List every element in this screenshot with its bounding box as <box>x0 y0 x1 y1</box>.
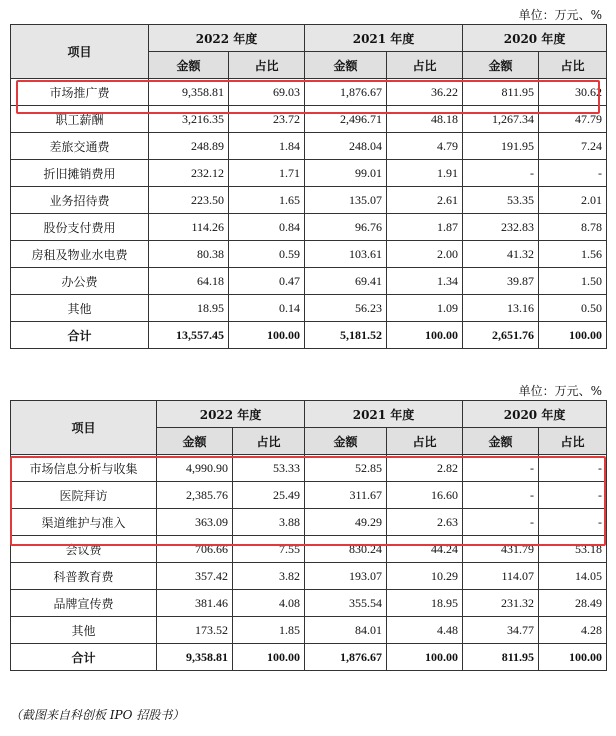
amount-cell: 381.46 <box>157 590 233 617</box>
total-row <box>11 644 607 671</box>
source-caption: （截图来自科创板 IPO 招股书） <box>10 708 185 722</box>
amount-cell: 706.66 <box>157 536 233 563</box>
amount-cell: 114.07 <box>463 563 539 590</box>
row-label: 品牌宣传费 <box>11 590 157 617</box>
ratio-cell: 8.78 <box>539 214 607 241</box>
header-year-2021: 2021 年度 <box>305 25 463 52</box>
amount-cell: 1,267.34 <box>463 106 539 133</box>
ratio-cell: 7.55 <box>233 536 305 563</box>
amount-cell: 64.18 <box>149 268 229 295</box>
ratio-cell: - <box>539 160 607 187</box>
amount-cell: 830.24 <box>305 536 387 563</box>
header-ratio: 占比 <box>229 52 305 79</box>
row-label: 合计 <box>11 644 157 671</box>
amount-cell: 248.04 <box>305 133 387 160</box>
ratio-cell: 48.18 <box>387 106 463 133</box>
amount-cell: 2,651.76 <box>463 322 539 349</box>
ratio-cell: 10.29 <box>387 563 463 590</box>
table-row <box>11 509 607 536</box>
amount-cell: 2,496.71 <box>305 106 387 133</box>
table-row <box>11 295 607 322</box>
ratio-cell: 30.62 <box>539 79 607 106</box>
amount-cell: 56.23 <box>305 295 387 322</box>
ratio-cell: 100.00 <box>387 322 463 349</box>
ratio-cell: 25.49 <box>233 482 305 509</box>
ratio-cell: 0.50 <box>539 295 607 322</box>
row-label: 医院拜访 <box>11 482 157 509</box>
amount-cell: 41.32 <box>463 241 539 268</box>
table-row <box>11 563 607 590</box>
row-label: 差旅交通费 <box>11 133 149 160</box>
header-amount: 金额 <box>305 52 387 79</box>
ratio-cell: 1.91 <box>387 160 463 187</box>
ratio-cell: 0.47 <box>229 268 305 295</box>
sales-expense-table <box>10 24 607 349</box>
row-label: 股份支付费用 <box>11 214 149 241</box>
ratio-cell: 1.85 <box>233 617 305 644</box>
amount-cell: 5,181.52 <box>305 322 387 349</box>
table-row <box>11 617 607 644</box>
table-row <box>11 482 607 509</box>
ratio-cell: 1.71 <box>229 160 305 187</box>
ratio-cell: 1.84 <box>229 133 305 160</box>
ratio-cell: 0.59 <box>229 241 305 268</box>
ratio-cell: 69.03 <box>229 79 305 106</box>
total-row <box>11 322 607 349</box>
ratio-cell: 100.00 <box>539 644 607 671</box>
row-label: 渠道维护与准入 <box>11 509 157 536</box>
amount-cell: 1,876.67 <box>305 79 387 106</box>
amount-cell: 1,876.67 <box>305 644 387 671</box>
amount-cell: 13.16 <box>463 295 539 322</box>
header-year-2021: 2021 年度 <box>305 401 463 428</box>
ratio-cell: 4.08 <box>233 590 305 617</box>
header-ratio: 占比 <box>233 428 305 455</box>
header-amount: 金额 <box>149 52 229 79</box>
header-ratio: 占比 <box>387 428 463 455</box>
ratio-cell: 4.48 <box>387 617 463 644</box>
ratio-cell: 1.09 <box>387 295 463 322</box>
amount-cell: 811.95 <box>463 79 539 106</box>
ratio-cell: 1.56 <box>539 241 607 268</box>
row-label: 科普教育费 <box>11 563 157 590</box>
ratio-cell: 14.05 <box>539 563 607 590</box>
ratio-cell: 36.22 <box>387 79 463 106</box>
ratio-cell: 47.79 <box>539 106 607 133</box>
table-row <box>11 455 607 482</box>
row-label: 会议费 <box>11 536 157 563</box>
amount-cell: - <box>463 455 539 482</box>
header-amount: 金额 <box>463 52 539 79</box>
header-year-2022: 2022 年度 <box>149 25 305 52</box>
amount-cell: 49.29 <box>305 509 387 536</box>
header-ratio: 占比 <box>387 52 463 79</box>
amount-cell: - <box>463 509 539 536</box>
ratio-cell: 1.50 <box>539 268 607 295</box>
ratio-cell: 1.87 <box>387 214 463 241</box>
ratio-cell: 16.60 <box>387 482 463 509</box>
table-row <box>11 241 607 268</box>
ratio-cell: 28.49 <box>539 590 607 617</box>
header-item: 项目 <box>11 401 157 455</box>
amount-cell: 135.07 <box>305 187 387 214</box>
ratio-cell: 53.18 <box>539 536 607 563</box>
ratio-cell: 100.00 <box>387 644 463 671</box>
ratio-cell: - <box>539 509 607 536</box>
ratio-cell: 1.65 <box>229 187 305 214</box>
amount-cell: 69.41 <box>305 268 387 295</box>
row-label: 其他 <box>11 295 149 322</box>
row-label: 办公费 <box>11 268 149 295</box>
ratio-cell: 2.01 <box>539 187 607 214</box>
ratio-cell: 2.00 <box>387 241 463 268</box>
amount-cell: 34.77 <box>463 617 539 644</box>
header-amount: 金额 <box>305 428 387 455</box>
amount-cell: 53.35 <box>463 187 539 214</box>
row-label: 其他 <box>11 617 157 644</box>
amount-cell: 18.95 <box>149 295 229 322</box>
ratio-cell: 2.82 <box>387 455 463 482</box>
ratio-cell: 100.00 <box>229 322 305 349</box>
header-year-2022: 2022 年度 <box>157 401 305 428</box>
amount-cell: 431.79 <box>463 536 539 563</box>
ratio-cell: 23.72 <box>229 106 305 133</box>
amount-cell: 223.50 <box>149 187 229 214</box>
amount-cell: 103.61 <box>305 241 387 268</box>
header-year-2020: 2020 年度 <box>463 25 607 52</box>
amount-cell: 173.52 <box>157 617 233 644</box>
row-label: 市场推广费 <box>11 79 149 106</box>
amount-cell: 231.32 <box>463 590 539 617</box>
ratio-cell: 7.24 <box>539 133 607 160</box>
amount-cell: - <box>463 482 539 509</box>
ratio-cell: 2.63 <box>387 509 463 536</box>
ratio-cell: - <box>539 482 607 509</box>
row-label: 房租及物业水电费 <box>11 241 149 268</box>
table-row <box>11 590 607 617</box>
table2-unit: 单位：万元、% <box>518 384 602 398</box>
amount-cell: 363.09 <box>157 509 233 536</box>
amount-cell: 4,990.90 <box>157 455 233 482</box>
table-row <box>11 536 607 563</box>
ratio-cell: 0.14 <box>229 295 305 322</box>
row-label: 合计 <box>11 322 149 349</box>
amount-cell: 96.76 <box>305 214 387 241</box>
table-row <box>11 268 607 295</box>
ratio-cell: 0.84 <box>229 214 305 241</box>
header-item: 项目 <box>11 25 149 79</box>
amount-cell: 9,358.81 <box>157 644 233 671</box>
amount-cell: 9,358.81 <box>149 79 229 106</box>
header-amount: 金额 <box>157 428 233 455</box>
ratio-cell: 100.00 <box>233 644 305 671</box>
amount-cell: 357.42 <box>157 563 233 590</box>
table-row <box>11 133 607 160</box>
table-row <box>11 160 607 187</box>
amount-cell: - <box>463 160 539 187</box>
marketing-expense-table <box>10 400 607 671</box>
table-row <box>11 187 607 214</box>
amount-cell: 191.95 <box>463 133 539 160</box>
amount-cell: 84.01 <box>305 617 387 644</box>
amount-cell: 248.89 <box>149 133 229 160</box>
amount-cell: 193.07 <box>305 563 387 590</box>
ratio-cell: 4.79 <box>387 133 463 160</box>
table1-unit: 单位：万元、% <box>518 8 602 22</box>
ratio-cell: 18.95 <box>387 590 463 617</box>
header-ratio: 占比 <box>539 52 607 79</box>
row-label: 职工薪酬 <box>11 106 149 133</box>
ratio-cell: 3.88 <box>233 509 305 536</box>
amount-cell: 2,385.76 <box>157 482 233 509</box>
row-label: 折旧摊销费用 <box>11 160 149 187</box>
amount-cell: 811.95 <box>463 644 539 671</box>
table-row <box>11 79 607 106</box>
amount-cell: 355.54 <box>305 590 387 617</box>
amount-cell: 311.67 <box>305 482 387 509</box>
header-amount: 金额 <box>463 428 539 455</box>
amount-cell: 39.87 <box>463 268 539 295</box>
ratio-cell: - <box>539 455 607 482</box>
row-label: 业务招待费 <box>11 187 149 214</box>
amount-cell: 52.85 <box>305 455 387 482</box>
ratio-cell: 44.24 <box>387 536 463 563</box>
ratio-cell: 53.33 <box>233 455 305 482</box>
amount-cell: 80.38 <box>149 241 229 268</box>
ratio-cell: 100.00 <box>539 322 607 349</box>
ratio-cell: 1.34 <box>387 268 463 295</box>
amount-cell: 232.83 <box>463 214 539 241</box>
header-ratio: 占比 <box>539 428 607 455</box>
amount-cell: 114.26 <box>149 214 229 241</box>
ratio-cell: 2.61 <box>387 187 463 214</box>
ratio-cell: 4.28 <box>539 617 607 644</box>
row-label: 市场信息分析与收集 <box>11 455 157 482</box>
ratio-cell: 3.82 <box>233 563 305 590</box>
amount-cell: 3,216.35 <box>149 106 229 133</box>
amount-cell: 232.12 <box>149 160 229 187</box>
header-year-2020: 2020 年度 <box>463 401 607 428</box>
amount-cell: 99.01 <box>305 160 387 187</box>
table-row <box>11 214 607 241</box>
table-row <box>11 106 607 133</box>
amount-cell: 13,557.45 <box>149 322 229 349</box>
